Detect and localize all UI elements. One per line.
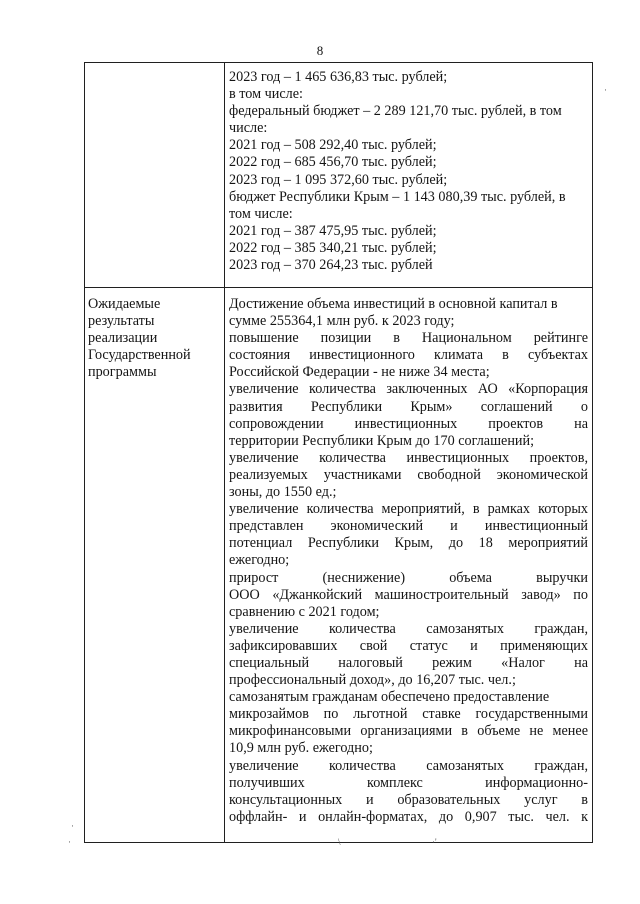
financing-values-cell: [225, 63, 593, 288]
expected-result-line: профессиональный доход», до 16,207 тыс. чел.;: [229, 672, 516, 689]
scan-speck: \: [338, 837, 341, 847]
expected-results-label-line: результаты: [88, 313, 155, 330]
expected-result-line: Достижение объема инвестиций в основной капитал в: [229, 296, 558, 312]
financing-line: 2023 год – 1 095 372,60 тыс. рублей;: [229, 171, 448, 188]
expected-result-line: ООО «Джанкойский машиностроительный завод» по: [229, 586, 588, 603]
expected-result-line: сопровождении инвестиционных проектов на: [229, 415, 588, 432]
expected-result-line: территории Республики Крым до 170 соглашений;: [229, 432, 535, 449]
expected-result-line: увеличение количества самозанятых граждан,: [229, 620, 588, 637]
expected-result-line: увеличение количества заключенных АО «Корпорация: [229, 381, 588, 398]
scan-speck: ·: [68, 837, 71, 847]
expected-result-line: представлен экономический и инвестиционный: [229, 518, 588, 535]
expected-results-row: [85, 288, 593, 843]
expected-result-line: зоны, до 1550 ед.;: [229, 484, 337, 501]
financing-line: в том числе:: [229, 86, 303, 103]
expected-result-line: микрозаймов по льготной ставке государственными: [229, 706, 588, 723]
scan-speck: ·': [432, 837, 437, 847]
expected-results-label-line: Государственной: [88, 347, 191, 364]
scan-speck: ·: [604, 85, 607, 95]
financing-label-cell: [85, 63, 225, 288]
expected-result-line: получивших комплекс информационно-: [229, 774, 588, 791]
expected-result-line: специальный налоговый режим «Налог на: [229, 654, 588, 671]
page-number: 8: [316, 43, 324, 58]
financing-line: том числе:: [229, 205, 293, 222]
expected-result-line: повышение позиции в Национальном рейтинге: [229, 330, 588, 347]
financing-line: 2021 год – 508 292,40 тыс. рублей;: [229, 137, 437, 154]
expected-result-line: самозанятым гражданам обеспечено предоставление: [229, 689, 550, 706]
expected-result-line: зафиксировавших свой статус и применяющих: [229, 637, 588, 654]
financing-line: 2023 год – 1 465 636,83 тыс. рублей;: [229, 69, 448, 85]
expected-results-label-line: Ожидаемые: [88, 296, 161, 312]
expected-result-line: оффлайн- и онлайн-форматах, до 0,907 тыс. чел. к: [229, 808, 588, 825]
financing-line: бюджет Республики Крым – 1 143 080,39 тыс. рублей, в: [229, 188, 566, 205]
expected-result-line: 10,9 млн руб. ежегодно;: [229, 740, 373, 757]
financing-line: федеральный бюджет – 2 289 121,70 тыс. рублей, в том: [229, 103, 562, 120]
expected-result-line: сравнению с 2021 годом;: [229, 603, 380, 620]
financing-line: 2022 год – 685 456,70 тыс. рублей;: [229, 154, 437, 171]
expected-result-line: увеличение количества инвестиционных проектов,: [229, 449, 588, 466]
scan-speck: ·: [71, 821, 74, 831]
expected-result-line: микрофинансовыми организациями в объеме не менее: [229, 723, 588, 740]
expected-result-line: состояния инвестиционного климата в субъектах: [229, 347, 588, 364]
expected-result-line: консультационных и образовательных услуг в: [229, 791, 588, 808]
expected-result-line: прирост (неснижение) объема выручки: [229, 569, 588, 586]
financing-line: 2021 год – 387 475,95 тыс. рублей;: [229, 222, 437, 239]
expected-results-label-cell: [85, 288, 225, 843]
expected-result-line: Российской Федерации - не ниже 34 места;: [229, 364, 490, 381]
expected-result-line: увеличение количества мероприятий, в рамках которых: [229, 501, 588, 518]
expected-results-text-cell: [225, 288, 593, 843]
expected-result-line: сумме 255364,1 млн руб. к 2023 году;: [229, 313, 455, 330]
financing-line: 2022 год – 385 340,21 тыс. рублей;: [229, 239, 437, 256]
expected-result-line: развития Республики Крым» соглашений о: [229, 398, 588, 415]
expected-results-label-line: реализации: [88, 330, 158, 347]
expected-result-line: увеличение количества самозанятых граждан,: [229, 757, 588, 774]
financing-line: 2023 год – 370 264,23 тыс. рублей: [229, 257, 433, 274]
program-passport-table: [84, 62, 593, 843]
financing-line: числе:: [229, 120, 268, 137]
expected-result-line: ежегодно;: [229, 552, 290, 569]
expected-result-line: потенциал Республики Крым, до 18 мероприятий: [229, 535, 588, 552]
expected-results-label-line: программы: [88, 364, 157, 381]
expected-result-line: реализуемых участниками свободной экономической: [229, 466, 588, 483]
financing-row: [85, 63, 593, 288]
